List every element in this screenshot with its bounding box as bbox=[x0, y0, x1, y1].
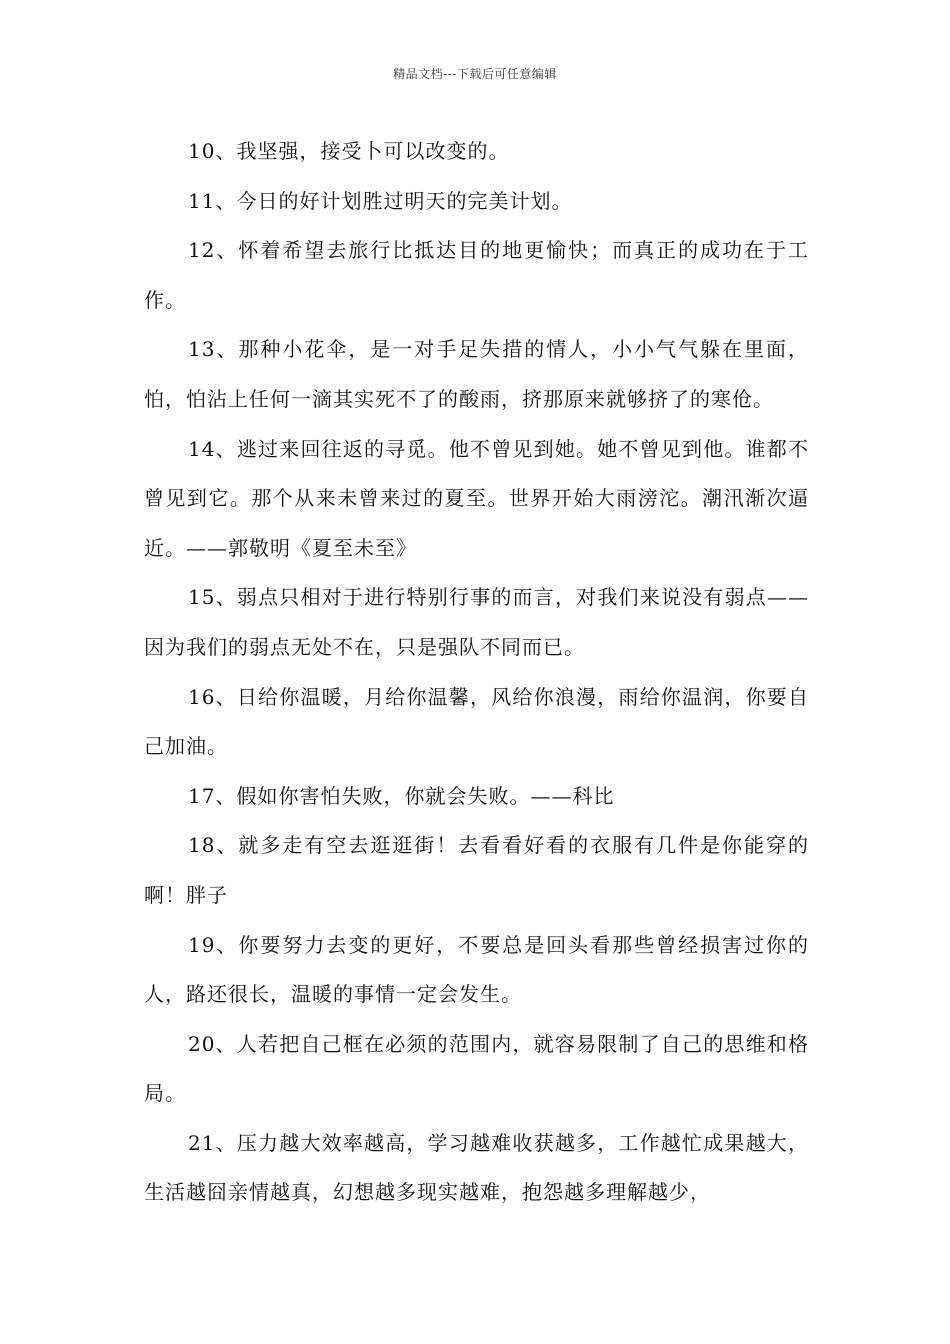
document-body bbox=[144, 127, 809, 1218]
page-header: 精品文档---下载后可任意编辑 bbox=[393, 67, 557, 81]
quote-17: 17、假如你害怕失败，你就会失败。——科比 bbox=[188, 783, 615, 808]
quote-20: 20、人若把自己框在必须的范围内，就容易限制了自己的思维和格局。 bbox=[144, 1031, 809, 1106]
quote-14: 14、逃过来回往返的寻觅。他不曾见到她。她不曾见到他。谁都不曾见到它。那个从来未曾来过的夏至。世界开始大雨滂沱。潮汛渐次逼近。——郭敬明《夏至未至》 bbox=[144, 436, 809, 560]
quote-10: 10、我坚强，接受卜可以改变的。 bbox=[188, 139, 510, 163]
quote-13: 13、那种小花伞，是一对手足失措的情人，小小气气躲在里面，怕，怕沾上任何一滴其实死不了的酸雨，挤那原来就够挤了的寒伧。 bbox=[144, 337, 809, 411]
quote-18: 18、就多走有空去逛逛街！去看看好看的衣服有几件是你能穿的啊！胖子 bbox=[144, 833, 809, 907]
quote-21: 21、压力越大效率越高，学习越难收获越多，工作越忙成果越大，生活越囧亲情越真，幻想越多现实越难，抱怨越多理解越少， bbox=[144, 1130, 809, 1205]
quote-16: 16、日给你温暖，月给你温馨，风给你浪漫，雨给你温润，你要自己加油。 bbox=[144, 684, 809, 759]
quote-11: 11、今日的好计划胜过明天的完美计划。 bbox=[188, 188, 573, 213]
quote-15: 15、弱点只相对于进行特别行事的而言，对我们来说没有弱点——因为我们的弱点无处不在，只是强队不同而已。 bbox=[144, 585, 809, 659]
quote-19: 19、你要努力去变的更好，不要总是回头看那些曾经损害过你的人，路还很长，温暖的事情一定会发生。 bbox=[144, 932, 809, 1007]
quote-12: 12、怀着希望去旅行比抵达目的地更愉快；而真正的成功在于工作。 bbox=[144, 238, 809, 312]
